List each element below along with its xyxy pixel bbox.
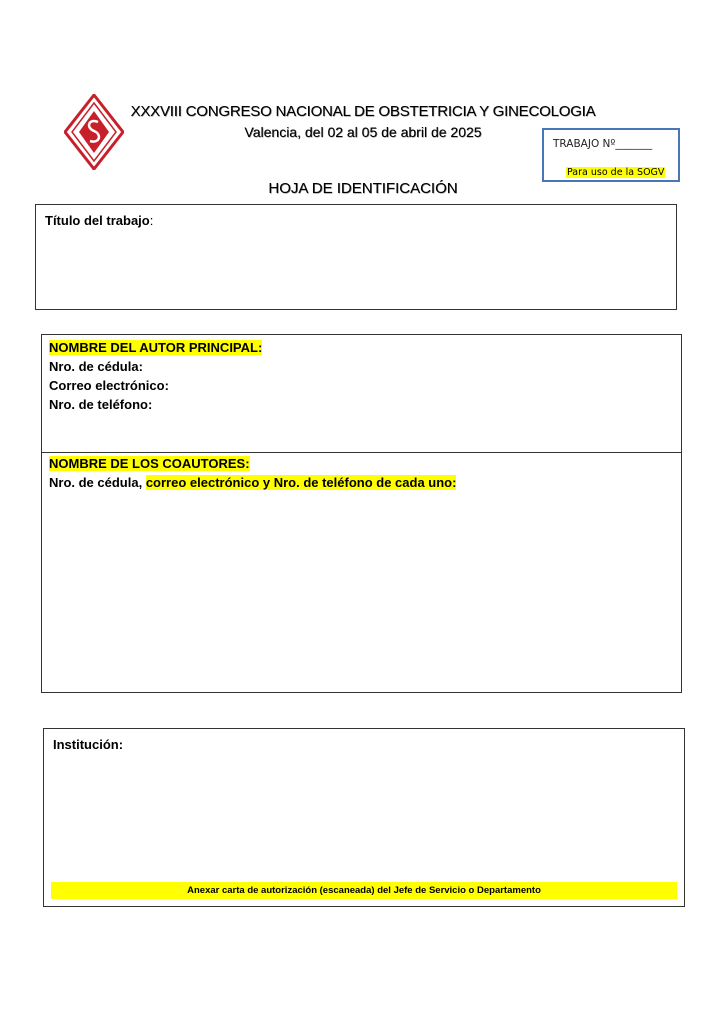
coauthors-detail-b: correo electrónico y Nro. de teléfono de cada uno: — [145, 475, 457, 490]
sheet-title: HOJA DE IDENTIFICACIÓN — [268, 180, 458, 197]
coauthors-label: NOMBRE DE LOS COAUTORES: — [49, 456, 250, 471]
work-title-label — [45, 213, 153, 228]
work-title-text: Título del trabajo — [45, 213, 150, 228]
main-author-label: NOMBRE DEL AUTOR PRINCIPAL: — [49, 340, 263, 355]
phone-label: Nro. de teléfono: — [49, 397, 153, 412]
coauthors-detail — [49, 473, 456, 492]
authors-box[interactable] — [41, 334, 682, 693]
coauthors-section — [49, 454, 456, 492]
congress-subtitle: Valencia, del 02 al 05 de abril de 2025 — [244, 124, 482, 140]
office-use-note: Para uso de la SOGV — [567, 167, 665, 178]
authors-divider — [42, 452, 681, 453]
institution-box[interactable] — [43, 728, 685, 907]
congress-title: XXXVIII CONGRESO NACIONAL DE OBSTETRICIA Y GINECOLOGIA — [130, 103, 596, 120]
institution-label: Institución: — [53, 737, 124, 752]
work-title-box[interactable] — [35, 204, 677, 310]
main-author-section — [49, 338, 262, 414]
trabajo-number-label: TRABAJO Nº_______ — [553, 138, 653, 150]
coauthors-detail-a: Nro. de cédula, — [49, 475, 143, 490]
email-label: Correo electrónico: — [49, 378, 169, 393]
cedula-label: Nro. de cédula: — [49, 359, 143, 374]
work-title-colon: : — [149, 213, 154, 228]
authorization-note: Anexar carta de autorización (escaneada) del Jefe de Servicio o Departamento — [51, 882, 677, 899]
office-use-box — [542, 128, 680, 182]
sogv-logo-icon — [64, 94, 124, 170]
